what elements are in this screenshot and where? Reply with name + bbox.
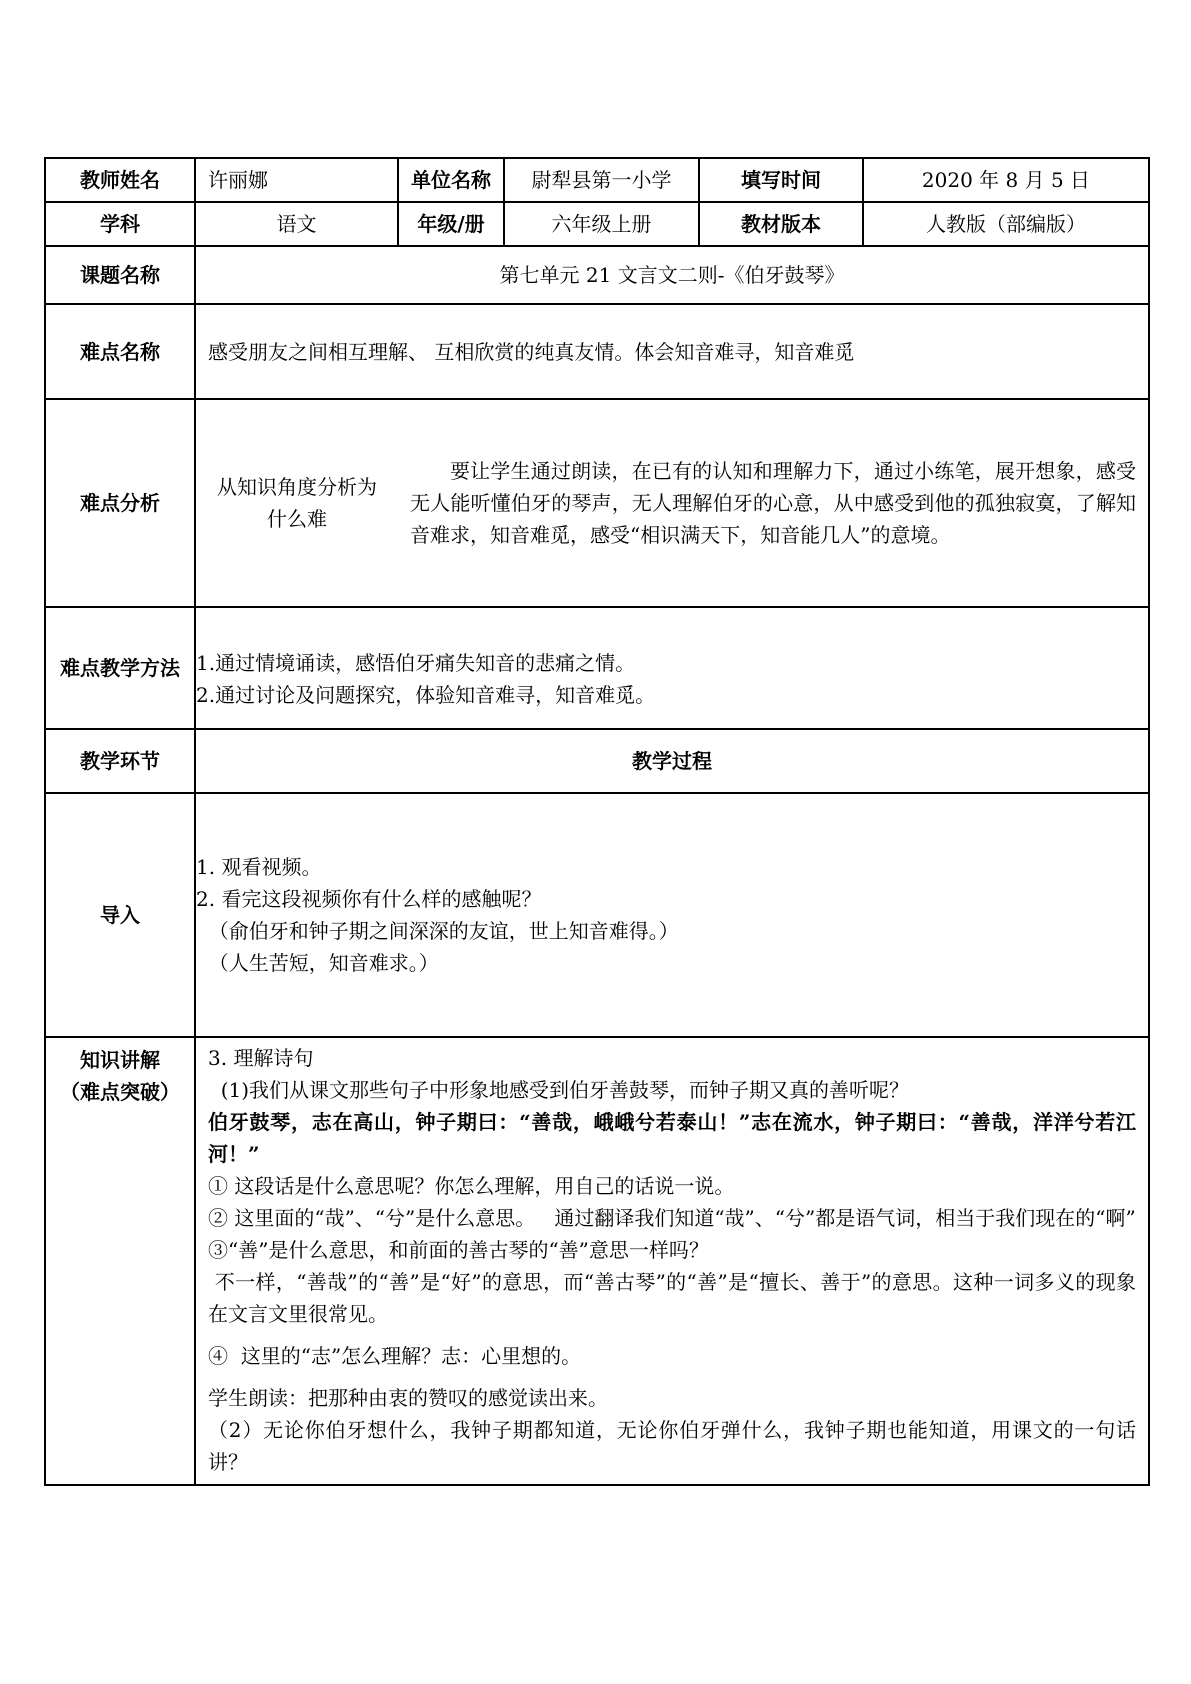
difficulty-row [45,304,1149,399]
knowledge-q2: ② 这里面的“哉”、“兮”是什么意思。 通过翻译我们知道“哉”、“兮”都是语气词，相当于我们现在的“啊” [208,1206,1136,1230]
knowledge-label [45,1037,195,1485]
subject-value: 语文 [195,202,398,246]
subject-label: 学科 [45,202,195,246]
intro-label: 导入 [45,793,195,1037]
header-row-1 [45,158,1149,202]
date-label: 填写时间 [699,158,863,202]
knowledge-line-1: 3. 理解诗句 [208,1046,314,1070]
teacher-value: 许丽娜 [195,158,398,202]
knowledge-q3: ③“善”是什么意思，和前面的善古琴的“善”意思一样吗？ [208,1238,709,1262]
topic-label: 课题名称 [45,246,195,304]
method-cell [195,607,1149,729]
analysis-label: 难点分析 [45,399,195,607]
header-row-2 [45,202,1149,246]
difficulty-value: 感受朋友之间相互理解、 互相欣赏的纯真友情。体会知音难寻，知音难觅 [195,304,1149,399]
method-row [45,607,1149,729]
topic-value: 第七单元 21 文言文二则-《伯牙鼓琴》 [195,246,1149,304]
process-header-row [45,729,1149,793]
analysis-row [45,399,1149,607]
edition-value: 人教版（部编版） [863,202,1149,246]
knowledge-cell [195,1037,1149,1485]
unit-label: 单位名称 [398,158,504,202]
method-label: 难点教学方法 [45,607,195,729]
intro-row [45,793,1149,1037]
date-value: 2020 年 8 月 5 日 [863,158,1149,202]
intro-cell [195,793,1149,1037]
process-title: 教学过程 [195,729,1149,793]
process-step-label: 教学环节 [45,729,195,793]
knowledge-quote: 伯牙鼓琴，志在高山，钟子期曰：“善哉，峨峨兮若泰山！”志在流水，钟子期曰：“善哉，洋洋兮若江河！” [208,1110,1136,1166]
grade-value: 六年级上册 [504,202,699,246]
method-line-1: 1.通过情境诵读，感悟伯牙痛失知音的悲痛之情。 [196,651,636,675]
analysis-text: 要让学生通过朗读，在已有的认知和理解力下，通过小练笔，展开想象，感受无人能听懂伯牙的琴声，无人理解伯牙的心意，从中感受到他的孤独寂寞，了解知音难求，知音难觅，感受“相识满天下，知音能几人”的意境。 [410,459,1136,547]
method-line-2: 2.通过讨论及问题探究，体验知音难寻，知音难觅。 [196,683,656,707]
edition-label: 教材版本 [699,202,863,246]
intro-line-3: （俞伯牙和钟子期之间深深的友谊，世上知音难得。） [196,919,679,943]
difficulty-label: 难点名称 [45,304,195,399]
analysis-sub-label: 从知识角度分析为什么难 [217,475,377,531]
intro-line-1: 1. 观看视频。 [196,855,322,879]
topic-row [45,246,1149,304]
unit-value: 尉犁县第一小学 [504,158,699,202]
knowledge-reading: 学生朗读：把那种由衷的赞叹的感觉读出来。 [208,1386,608,1410]
knowledge-q1: ① 这段话是什么意思呢？你怎么理解，用自己的话说一说。 [208,1174,735,1198]
lesson-plan-table [44,157,1150,1486]
knowledge-q5: （2）无论你伯牙想什么，我钟子期都知道，无论你伯牙弹什么，我钟子期也能知道，用课文的一句话讲？ [208,1418,1136,1474]
teacher-label: 教师姓名 [45,158,195,202]
knowledge-q3-answer: 不一样，“善哉”的“善”是“好”的意思，而“善古琴”的“善”是“擅长、善于”的意思。这种一词多义的现象在文言文里很常见。 [208,1270,1136,1326]
knowledge-row [45,1037,1149,1485]
knowledge-q4: ④ 这里的“志”怎么理解？志：心里想的。 [208,1344,582,1368]
knowledge-line-2: (1)我们从课文那些句子中形象地感受到伯牙善鼓琴，而钟子期又真的善听呢？ [208,1078,910,1102]
intro-line-2: 2. 看完这段视频你有什么样的感触呢？ [196,887,542,911]
analysis-inner-table [196,401,1148,605]
analysis-cell [195,399,1149,607]
grade-label: 年级/册 [398,202,504,246]
lesson-plan-sheet [44,157,1148,1486]
analysis-text-cell [398,401,1148,605]
knowledge-label-line-1: 知识讲解 [80,1048,160,1072]
knowledge-label-line-2: （难点突破） [60,1080,180,1104]
intro-line-4: （人生苦短，知音难求。） [196,951,439,975]
